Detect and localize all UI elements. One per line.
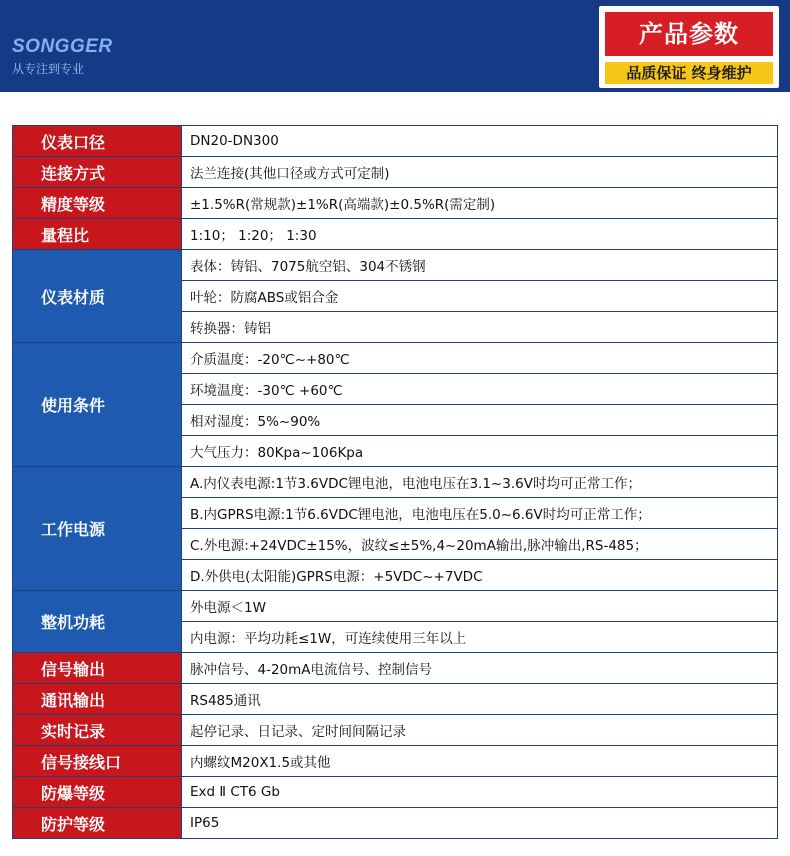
spec-value: IP65 <box>182 808 778 839</box>
spec-label: 精度等级 <box>13 188 182 219</box>
spec-value: C.外电源:+24VDC±15%，波纹≤±5%,4~20mA输出,脉冲输出,RS-485； <box>182 529 778 560</box>
spec-value: 法兰连接(其他口径或方式可定制) <box>182 157 778 188</box>
spec-row <box>13 250 778 281</box>
spec-value: 环境温度：-30℃ +60℃ <box>182 374 778 405</box>
spec-row <box>13 808 778 839</box>
spec-value: 脉冲信号、4-20mA电流信号、控制信号 <box>182 653 778 684</box>
spec-label: 整机功耗 <box>13 591 182 653</box>
spec-value: 外电源＜1W <box>182 591 778 622</box>
section-badge <box>599 6 779 88</box>
spec-value: A.内仪表电源:1节3.6VDC锂电池，电池电压在3.1~3.6V时均可正常工作； <box>182 467 778 498</box>
spec-label: 量程比 <box>13 219 182 250</box>
spec-value: DN20-DN300 <box>182 126 778 157</box>
spec-value: 起停记录、日记录、定时间间隔记录 <box>182 715 778 746</box>
spec-value: D.外供电(太阳能)GPRS电源：+5VDC~+7VDC <box>182 560 778 591</box>
spec-row <box>13 653 778 684</box>
spec-label: 使用条件 <box>13 343 182 467</box>
header-banner <box>0 0 790 92</box>
spec-row <box>13 126 778 157</box>
spec-value: 大气压力：80Kpa~106Kpa <box>182 436 778 467</box>
spec-label: 工作电源 <box>13 467 182 591</box>
spec-value: ±1.5%R(常规款)±1%R(高端款)±0.5%R(需定制) <box>182 188 778 219</box>
badge-title: 产品参数 <box>605 12 773 56</box>
spec-value: 1:10； 1:20； 1:30 <box>182 219 778 250</box>
badge-subtitle: 品质保证 终身维护 <box>605 62 773 84</box>
spec-row <box>13 467 778 498</box>
spec-value: 表体：铸铝、7075航空铝、304不锈钢 <box>182 250 778 281</box>
spec-row <box>13 188 778 219</box>
spec-label: 连接方式 <box>13 157 182 188</box>
spec-row <box>13 591 778 622</box>
brand-slogan: 从专注到专业 <box>12 62 85 76</box>
spec-row <box>13 343 778 374</box>
spec-row <box>13 715 778 746</box>
spec-value: RS485通讯 <box>182 684 778 715</box>
spec-label: 防护等级 <box>13 808 182 839</box>
spec-value: 叶轮：防腐ABS或铝合金 <box>182 281 778 312</box>
spec-row <box>13 684 778 715</box>
spec-table <box>12 125 778 839</box>
spec-value: 相对湿度：5%~90% <box>182 405 778 436</box>
spec-value: 介质温度：-20℃~+80℃ <box>182 343 778 374</box>
spec-label: 仪表口径 <box>13 126 182 157</box>
spec-row <box>13 746 778 777</box>
spec-value: 内螺纹M20X1.5或其他 <box>182 746 778 777</box>
spec-label: 仪表材质 <box>13 250 182 343</box>
spec-label: 信号接线口 <box>13 746 182 777</box>
brand-logo: SONGGER <box>12 36 113 57</box>
spec-label: 通讯输出 <box>13 684 182 715</box>
spec-label: 信号输出 <box>13 653 182 684</box>
spec-label: 防爆等级 <box>13 777 182 808</box>
spec-value: Exd Ⅱ CT6 Gb <box>182 777 778 808</box>
spec-label: 实时记录 <box>13 715 182 746</box>
spec-value: 转换器：铸铝 <box>182 312 778 343</box>
spec-row <box>13 777 778 808</box>
spec-row <box>13 219 778 250</box>
spec-row <box>13 157 778 188</box>
spec-value: B.内GPRS电源:1节6.6VDC锂电池，电池电压在5.0~6.6V时均可正常工作； <box>182 498 778 529</box>
spec-value: 内电源：平均功耗≤1W，可连续使用三年以上 <box>182 622 778 653</box>
